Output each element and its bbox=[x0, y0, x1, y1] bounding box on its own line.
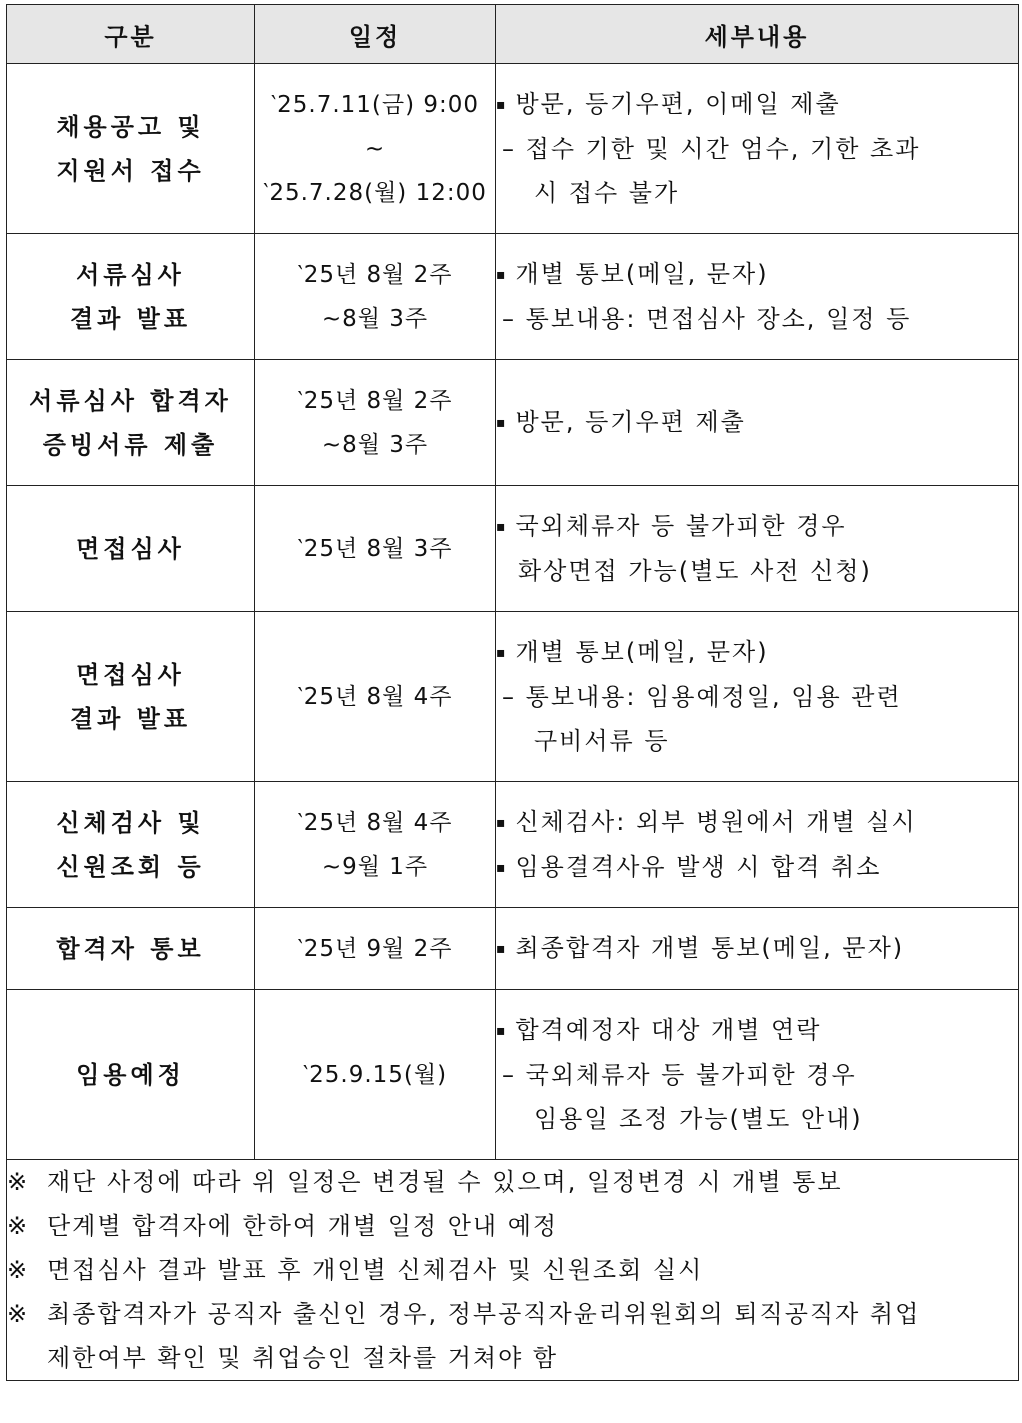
stage-label: 서류심사 bbox=[76, 260, 185, 289]
stage-label: 채용공고 및 bbox=[56, 112, 205, 141]
detail-text: 최종합격자 개별 통보(메일, 문자) bbox=[515, 934, 905, 962]
detail-text: 시 접수 불가 bbox=[534, 179, 680, 207]
stage-label: 결과 발표 bbox=[69, 704, 192, 733]
date-text: ‵25.7.11(금) 9:00 bbox=[270, 91, 480, 118]
stage-label: 결과 발표 bbox=[69, 304, 192, 333]
date-text: ‵25.7.28(월) 12:00 bbox=[263, 179, 487, 206]
stage-label: 임용예정 bbox=[76, 1060, 185, 1089]
stage-cell bbox=[7, 234, 255, 360]
detail-text: – 통보내용: 임용예정일, 임용 관련 bbox=[502, 683, 902, 711]
detail-text: 국외체류자 등 불가피한 경우 bbox=[515, 512, 847, 540]
note-1 bbox=[7, 1160, 1018, 1204]
stage-cell bbox=[7, 486, 255, 612]
bullet-icon: ▪ bbox=[496, 1023, 508, 1039]
note-2-text: 단계별 합격자에 한하여 개별 일정 안내 예정 bbox=[47, 1212, 559, 1240]
detail-line bbox=[496, 127, 1018, 171]
date-cell bbox=[255, 234, 496, 360]
detail-line bbox=[496, 82, 1018, 127]
table-row bbox=[7, 360, 1019, 486]
note-mark: ※ bbox=[7, 1168, 30, 1196]
detail-line bbox=[496, 926, 1018, 971]
detail-text: 방문, 등기우편, 이메일 제출 bbox=[515, 90, 841, 118]
date-cell bbox=[255, 64, 496, 234]
table-row bbox=[7, 782, 1019, 908]
note-4 bbox=[7, 1292, 1018, 1336]
date-text: ‵25년 9월 2주 bbox=[297, 935, 453, 962]
note-mark: ※ bbox=[7, 1212, 30, 1240]
detail-text: 방문, 등기우편 제출 bbox=[515, 408, 746, 436]
detail-text: 개별 통보(메일, 문자) bbox=[515, 260, 769, 288]
note-4-continuation: 제한여부 확인 및 취업승인 절차를 거쳐야 함 bbox=[47, 1344, 559, 1372]
detail-text: – 통보내용: 면접심사 장소, 일정 등 bbox=[502, 305, 912, 333]
date-cell bbox=[255, 486, 496, 612]
bullet-icon: ▪ bbox=[496, 859, 508, 876]
date-text: ‵25년 8월 4주 bbox=[297, 809, 453, 836]
notes-cell bbox=[7, 1160, 1019, 1381]
bullet-icon: ▪ bbox=[496, 97, 508, 113]
detail-line bbox=[496, 675, 1018, 719]
detail-cell bbox=[496, 990, 1019, 1160]
detail-text: 화상면접 가능(별도 사전 신청) bbox=[518, 557, 872, 585]
detail-line bbox=[496, 800, 1018, 845]
detail-line bbox=[496, 549, 1018, 593]
detail-cell bbox=[496, 360, 1019, 486]
detail-cell bbox=[496, 782, 1019, 908]
date-cell bbox=[255, 612, 496, 782]
date-text: ~8월 3주 bbox=[321, 431, 429, 458]
note-mark: ※ bbox=[7, 1300, 30, 1328]
date-text: ‵25년 8월 4주 bbox=[297, 683, 453, 710]
detail-line bbox=[496, 1008, 1018, 1053]
stage-label: 면접심사 bbox=[76, 534, 185, 563]
date-text: ~8월 3주 bbox=[321, 305, 429, 332]
table-row bbox=[7, 990, 1019, 1160]
detail-cell bbox=[496, 908, 1019, 990]
detail-line bbox=[496, 630, 1018, 675]
detail-line bbox=[496, 1097, 1018, 1141]
date-text: ~9월 1주 bbox=[321, 853, 429, 880]
detail-line bbox=[496, 504, 1018, 549]
table-row bbox=[7, 612, 1019, 782]
stage-label: 면접심사 bbox=[76, 660, 185, 689]
header-category: 구분 bbox=[7, 5, 255, 64]
detail-text: 개별 통보(메일, 문자) bbox=[515, 638, 769, 666]
date-text: ‵25년 8월 2주 bbox=[297, 261, 453, 288]
note-mark: ※ bbox=[7, 1256, 30, 1284]
stage-cell bbox=[7, 360, 255, 486]
date-cell bbox=[255, 990, 496, 1160]
bullet-icon: ▪ bbox=[496, 645, 508, 661]
table-row bbox=[7, 234, 1019, 360]
bullet-icon: ▪ bbox=[496, 814, 508, 831]
detail-line bbox=[496, 1053, 1018, 1097]
detail-text: 신체검사: 외부 병원에서 개별 실시 bbox=[515, 807, 917, 836]
detail-line bbox=[496, 171, 1018, 215]
stage-label: 증빙서류 제출 bbox=[42, 430, 219, 459]
stage-cell bbox=[7, 990, 255, 1160]
detail-text: 합격예정자 대상 개별 연락 bbox=[515, 1016, 822, 1044]
detail-text: 임용일 조정 가능(별도 안내) bbox=[534, 1105, 863, 1133]
date-text: ‵25년 8월 3주 bbox=[297, 535, 453, 562]
table-header-row bbox=[7, 5, 1019, 64]
date-cell bbox=[255, 360, 496, 486]
detail-text: – 접수 기한 및 시간 엄수, 기한 초과 bbox=[502, 135, 921, 163]
detail-line bbox=[496, 297, 1018, 341]
table-row bbox=[7, 64, 1019, 234]
detail-cell bbox=[496, 234, 1019, 360]
stage-label: 신원조회 등 bbox=[56, 852, 205, 881]
bullet-icon: ▪ bbox=[496, 415, 508, 431]
note-3-text: 면접심사 결과 발표 후 개인별 신체검사 및 신원조회 실시 bbox=[47, 1256, 704, 1284]
detail-cell bbox=[496, 64, 1019, 234]
detail-line bbox=[496, 719, 1018, 763]
date-cell bbox=[255, 782, 496, 908]
stage-cell bbox=[7, 782, 255, 908]
stage-cell bbox=[7, 64, 255, 234]
stage-label: 신체검사 및 bbox=[56, 808, 205, 837]
detail-cell bbox=[496, 612, 1019, 782]
table-row bbox=[7, 908, 1019, 990]
detail-text: 구비서류 등 bbox=[534, 727, 670, 755]
detail-line bbox=[496, 400, 1018, 445]
detail-text: 임용결격사유 발생 시 합격 취소 bbox=[515, 852, 882, 881]
note-2 bbox=[7, 1204, 1018, 1248]
detail-text: – 국외체류자 등 불가피한 경우 bbox=[502, 1061, 857, 1089]
date-text: ‵25.9.15(월) bbox=[302, 1061, 448, 1088]
bullet-icon: ▪ bbox=[496, 267, 508, 283]
detail-cell bbox=[496, 486, 1019, 612]
stage-cell bbox=[7, 908, 255, 990]
note-3 bbox=[7, 1248, 1018, 1292]
note-4-text: 최종합격자가 공직자 출신인 경우, 정부공직자윤리위원회의 퇴직공직자 취업 bbox=[47, 1300, 921, 1328]
detail-line bbox=[496, 845, 1018, 890]
schedule-table bbox=[6, 4, 1019, 1381]
detail-line bbox=[496, 252, 1018, 297]
note-1-text: 재단 사정에 따라 위 일정은 변경될 수 있으며, 일정변경 시 개별 통보 bbox=[47, 1168, 843, 1196]
stage-label: 합격자 통보 bbox=[56, 934, 205, 963]
header-schedule: 일정 bbox=[255, 5, 496, 64]
stage-label: 서류심사 합격자 bbox=[29, 386, 232, 415]
stage-label: 지원서 접수 bbox=[56, 156, 205, 185]
header-details: 세부내용 bbox=[496, 5, 1019, 64]
notes-row bbox=[7, 1160, 1019, 1381]
bullet-icon: ▪ bbox=[496, 941, 508, 957]
stage-cell bbox=[7, 612, 255, 782]
table-row bbox=[7, 486, 1019, 612]
date-text: ~ bbox=[364, 135, 386, 162]
bullet-icon: ▪ bbox=[496, 519, 508, 535]
schedule-rows bbox=[7, 64, 1019, 1160]
date-text: ‵25년 8월 2주 bbox=[297, 387, 453, 414]
date-cell bbox=[255, 908, 496, 990]
